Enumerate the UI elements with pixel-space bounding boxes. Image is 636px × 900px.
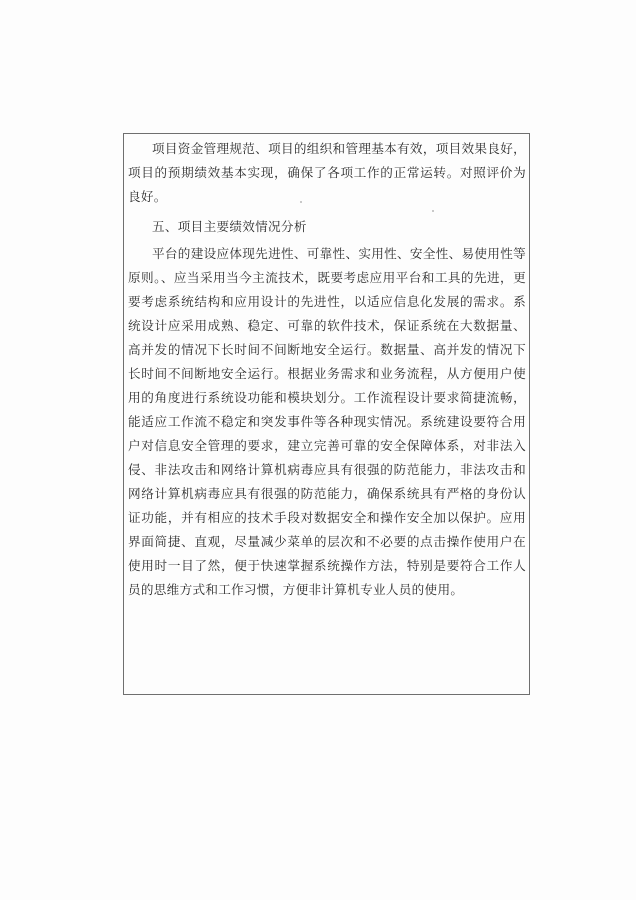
section-heading: 五、项目主要绩效情况分析	[152, 219, 307, 234]
scan-speck	[432, 210, 434, 212]
scan-speck	[300, 201, 302, 203]
paragraph-performance-summary: 项目资金管理规范、项目的组织和管理基本有效，项目效果良好，项目的预期绩效基本实现，确保了各项工作的正常运转。对照评价为良好。	[128, 141, 526, 204]
bordered-text-box	[123, 133, 530, 695]
paragraph-performance-analysis: 平台的建设应体现先进性、可靠性、实用性、安全性、易使用性等原则。、应当采用当今主流技术，既要考虑应用平台和工具的先进，更要考虑系统结构和应用设计的先进性，以适应信息化发展的需求。系统设计应采用成熟、稳定、可靠的软件技术，保证系统在大数据量、高并发的情况下长时间不间断地安全运行。数据量、高并发的情况下长时间不间断地安全运行。根据业务需求和业务流程，从方便用户使用的角度进行系统设功能和模块划分。工作流程设计要求简捷流畅，能适应工作流不稳定和突发事件等各种现实情况。系统建设要符合用户对信息安全管理的要求，建立完善可靠的安全保障体系，对非法入侵、非法攻击和网络计算机病毒应具有很强的防范能力，非法攻击和网络计算机病毒应具有很强的防范能力，确保系统具有严格的身份认证功能，并有相应的技术手段对数据安全和操作安全加以保护。应用界面简捷、直观，尽量减少菜单的层次和不必要的点击操作使用户在使用时一目了然，便于快速掌握系统操作方法，特别是要符合工作人员的思维方式和工作习惯，方便非计算机专业人员的使用。	[128, 246, 526, 597]
